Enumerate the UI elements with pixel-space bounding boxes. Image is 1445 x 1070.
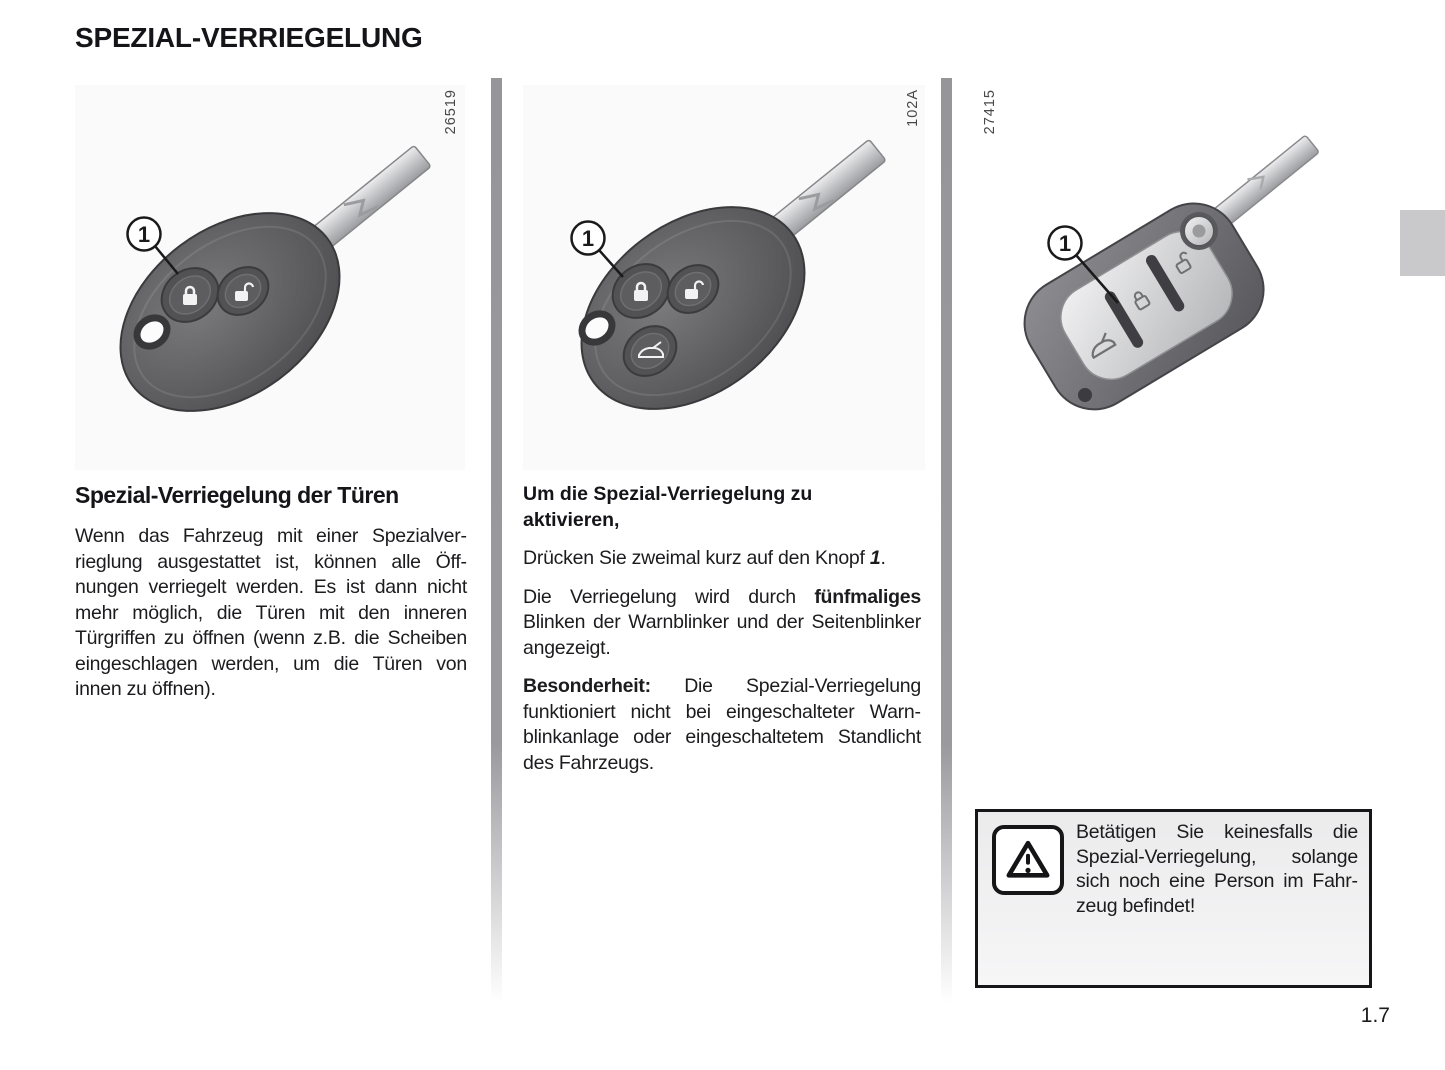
paragraph-flash-indication: Die Verriegelung wird durch fünfmaliges Blinken der Warnblinker und der Seitenblinker angezeigt. — [523, 585, 921, 659]
warning-text: Betätigen Sie keinesfalls die Spezial-Verriegelung, solange sich noch eine Person im Fahrzeug befindet! — [1076, 821, 1358, 917]
figure-ref-number: 102A — [905, 89, 921, 127]
section-activate-special-locking — [523, 482, 921, 789]
button-ref-1: 1 — [869, 547, 881, 569]
callout-1 — [572, 222, 624, 278]
key-blade — [1212, 135, 1319, 228]
key-two-button-illustration — [75, 85, 465, 470]
key-three-button-illustration — [523, 85, 925, 470]
figure-key-three-button — [523, 85, 925, 470]
warning-box — [975, 809, 1372, 988]
column-divider-right — [941, 78, 952, 1003]
page-number: 1.7 — [1360, 1004, 1390, 1027]
section-heading: Spezial-Verriegelung der Türen — [75, 482, 399, 508]
figure-flip-key — [975, 85, 1390, 470]
flip-key-body — [1008, 187, 1281, 426]
section-door-special-locking — [75, 482, 467, 716]
page-title: SPEZIAL-VERRIEGELUNG — [75, 22, 423, 53]
paragraph-press-button: Drücken Sie zweimal kurz auf den Knopf 1. — [523, 547, 886, 569]
section-heading: Um die Spezial-Verriegelung zu aktivieren, — [523, 483, 813, 531]
warning-triangle-icon — [992, 825, 1064, 895]
chapter-tab-marker — [1400, 210, 1445, 276]
paragraph-besonderheit: Besonderheit: Die Spezial-Verriegelung funktioniert nicht bei eingeschalteter Warnblinkanlage oder eingeschaltetem Standlicht des Fahrzeugs. — [523, 675, 921, 774]
figure-ref-number: 27415 — [982, 89, 998, 135]
column-divider-left — [491, 78, 502, 1003]
pivot-button — [1180, 212, 1218, 250]
section-body: Wenn das Fahrzeug mit einer Spezialverrieglung ausgestattet ist, können alle Öffnungen verriegelt werden. Es ist dann nicht mehr möglich, die Türen mit den inneren Türgriffen zu öffnen (wenn z.B. die Scheiben eingeschlagen werden, um die Türen von innen zu öffnen). — [75, 525, 467, 700]
fob-screw-dot — [1078, 388, 1092, 402]
callout-number: 1 — [137, 222, 151, 247]
figure-ref-number: 26519 — [443, 89, 459, 135]
callout-1 — [128, 218, 179, 275]
callout-number: 1 — [581, 226, 595, 251]
figure-key-two-button — [75, 85, 465, 470]
callout-number: 1 — [1058, 231, 1072, 256]
flip-key-illustration — [975, 85, 1390, 470]
